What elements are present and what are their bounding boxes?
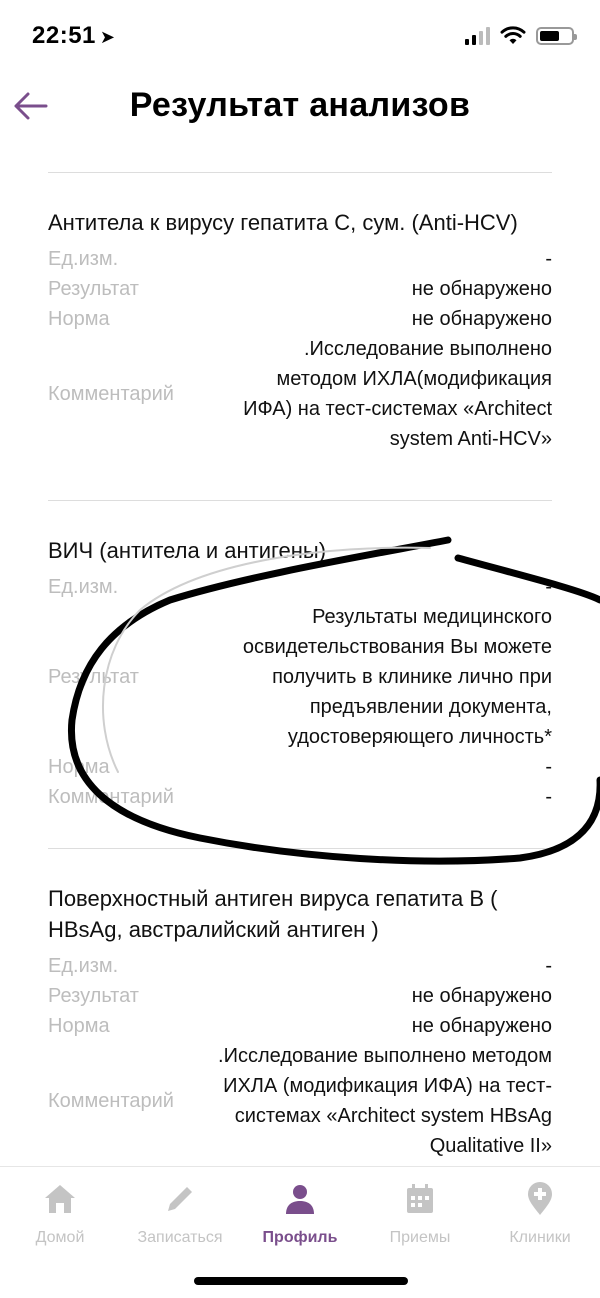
result-row — [48, 274, 552, 304]
profile-icon — [282, 1179, 318, 1219]
page-title: Результат анализов — [129, 86, 471, 124]
unit-row — [48, 244, 552, 274]
norm-row — [48, 752, 552, 782]
unit-label: Ед.изм. — [48, 954, 119, 977]
comment-label: Комментарий — [48, 382, 174, 405]
unit-value: - — [545, 576, 552, 598]
section-title: ВИЧ (антитела и антигены) — [48, 538, 327, 563]
result-section — [48, 849, 552, 1199]
results-list[interactable] — [48, 172, 552, 1199]
norm-label: Норма — [48, 307, 110, 330]
comment-row — [48, 334, 552, 454]
status-time — [32, 22, 115, 50]
battery-icon — [536, 27, 574, 45]
tab-book[interactable] — [120, 1179, 240, 1247]
result-section — [48, 173, 552, 500]
comment-row — [48, 1041, 552, 1161]
comment-row — [48, 782, 552, 812]
norm-label: Норма — [48, 1014, 110, 1037]
result-value: не обнаружено — [411, 985, 552, 1007]
tab-profile[interactable] — [240, 1179, 360, 1247]
result-section — [48, 501, 552, 848]
unit-row — [48, 951, 552, 981]
status-bar — [0, 0, 600, 70]
comment-value: .Исследование выполнено методом ИХЛА (модификация ИФА) на тест-системах «Architect system HBsAg Qualitative II» — [218, 1045, 552, 1157]
result-label: Результат — [48, 665, 139, 688]
home-indicator — [194, 1277, 408, 1285]
tab-clinics[interactable] — [480, 1179, 600, 1247]
unit-label: Ед.изм. — [48, 247, 119, 270]
unit-label: Ед.изм. — [48, 575, 119, 598]
section-title: Поверхностный антиген вируса гепатита В ( HBsAg, австралийский антиген ) — [48, 886, 498, 942]
norm-value: не обнаружено — [411, 308, 552, 330]
norm-row — [48, 304, 552, 334]
unit-row — [48, 572, 552, 602]
header — [0, 70, 600, 150]
comment-value: - — [545, 786, 552, 808]
cellular-signal-icon — [465, 27, 490, 45]
status-indicators — [465, 26, 574, 46]
tab-label: Записаться — [137, 1229, 223, 1246]
norm-value: - — [545, 756, 552, 778]
norm-label: Норма — [48, 755, 110, 778]
status-time-text: 22:51 — [32, 22, 96, 49]
result-row — [48, 981, 552, 1011]
unit-value: - — [545, 955, 552, 977]
comment-label: Комментарий — [48, 785, 174, 808]
result-value: не обнаружено — [411, 278, 552, 300]
calendar-icon — [402, 1179, 438, 1219]
comment-value: .Исследование выполнено методом ИХЛА(модификация ИФА) на тест-системах «Architect system Anti-HCV» — [243, 338, 552, 450]
unit-value: - — [545, 248, 552, 270]
location-plus-icon — [522, 1179, 558, 1219]
tab-label: Домой — [35, 1229, 85, 1246]
pencil-icon — [162, 1179, 198, 1219]
tab-label: Профиль — [262, 1229, 338, 1246]
tab-label: Клиники — [509, 1229, 571, 1246]
home-icon — [42, 1179, 78, 1219]
tab-label: Приемы — [389, 1229, 451, 1246]
result-label: Результат — [48, 277, 139, 300]
result-value: Результаты медицинского освидетельствования Вы можете получить в клинике лично при предъявлении документа, удостоверяющего личность* — [242, 606, 552, 748]
wifi-icon — [500, 26, 526, 46]
comment-label: Комментарий — [48, 1089, 174, 1112]
location-arrow-icon: ➤ — [99, 27, 116, 47]
result-row — [48, 602, 552, 752]
tab-appointments[interactable] — [360, 1179, 480, 1247]
section-title: Антитела к вирусу гепатита С, сум. (Anti-HCV) — [48, 210, 518, 235]
tab-home[interactable] — [0, 1179, 120, 1247]
norm-row — [48, 1011, 552, 1041]
result-label: Результат — [48, 984, 139, 1007]
norm-value: не обнаружено — [411, 1015, 552, 1037]
